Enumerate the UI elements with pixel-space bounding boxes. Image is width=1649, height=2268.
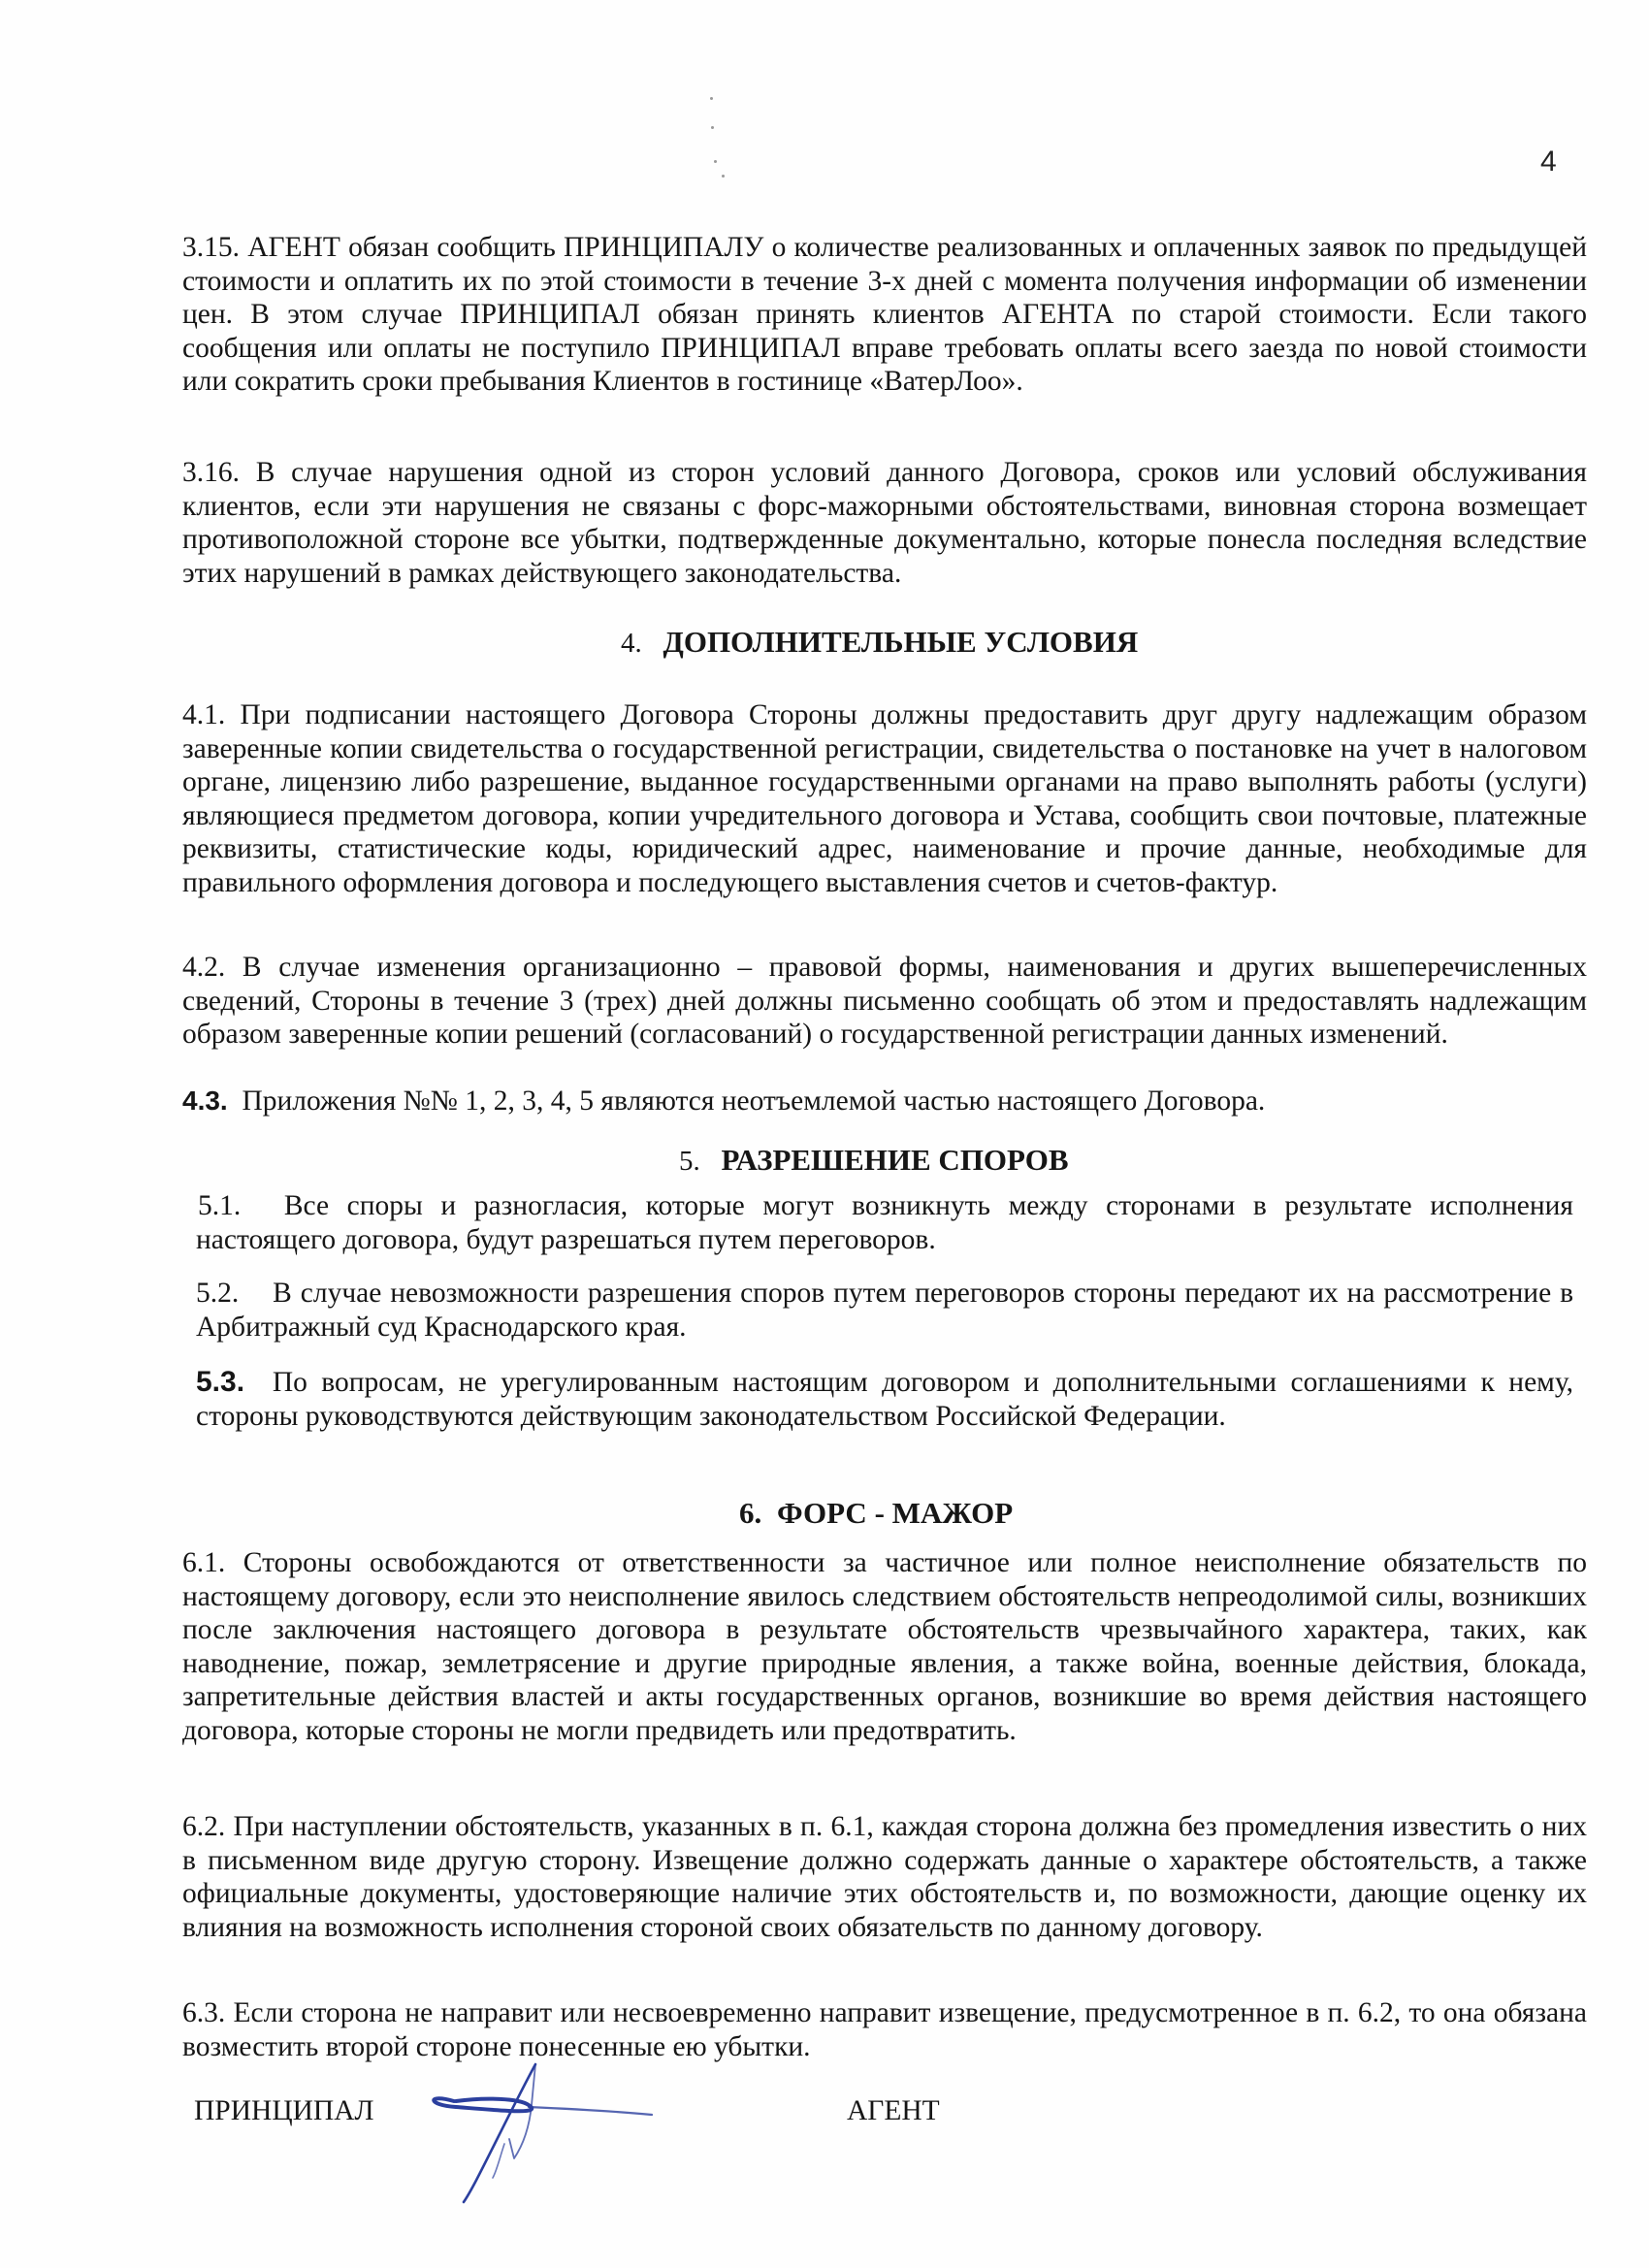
clause-text: В случае изменения организационно – правовой формы, наименования и других вышеперечисленных сведений, Стороны в течение 3 (трех) дней должны письменно сообщать об этом и предоставлять надлежащим образом заверенные копии решений (согласований) о государственной регистрации данных изменений. [182, 952, 1587, 1051]
clause-label: 4.1. [182, 699, 226, 730]
principal-signature-label: ПРИНЦИПАЛ [194, 2095, 374, 2126]
section-number: 5. [679, 1146, 700, 1177]
section-number: 6. [739, 1496, 762, 1530]
clause-text: Все споры и разногласия, которые могут возникнуть между сторонами в результате исполнения настоящего договора, будут разрешаться путем переговоров. [196, 1190, 1574, 1255]
clause-text: По вопросам, не урегулированным настоящим договором и дополнительными соглашениями к нему, стороны руководствуются действующим законодательством Российской Федерации. [196, 1367, 1573, 1432]
clause-text: Приложения №№ 1, 2, 3, 4, 5 являются неотъемлемой частью настоящего Договора. [242, 1085, 1266, 1117]
clause-label: 5.1. [198, 1190, 242, 1221]
clause-text: При подписании настоящего Договора Стороны должны предоставить друг другу надлежащим образом заверенные копии свидетельства о государственной регистрации, свидетельства о постановке на учет в налоговом органе, лицензию либо разрешение, выданное государственными органами на право выполнять работы (услуги) являющиеся предметом договора, копии учредительного договора и Устава, сообщить свои почтовые, платежные реквизиты, статистические коды, юридический адрес, наименование и прочие данные, необходимые для правильного оформления договора и последующего выставления счетов и счетов-фактур. [182, 699, 1588, 898]
agent-signature-label: АГЕНТ [847, 2095, 940, 2126]
section-title: РАЗРЕШЕНИЕ СПОРОВ [721, 1143, 1069, 1177]
section-title: ФОРС - МАЖОР [777, 1496, 1014, 1530]
clause-label: 3.16. [182, 457, 240, 488]
clause-label: 6.2. [182, 1811, 226, 1842]
clause-label: 5.2. [196, 1278, 240, 1309]
clause-label: 4.2. [182, 952, 226, 983]
clause-label: 6.1. [182, 1547, 226, 1578]
clause-label: 6.3. [182, 1997, 226, 2028]
section-number: 4. [621, 628, 642, 659]
clause-label: 3.15. [182, 232, 240, 263]
section-title: ДОПОЛНИТЕЛЬНЫЕ УСЛОВИЯ [663, 625, 1139, 659]
clause-label: 4.3. [182, 1085, 228, 1116]
clause-text: Стороны освобождаются от ответственности за частичное или полное неисполнение обязательств по настоящему договору, если это неисполнение явилось следствием обстоятельств непреодолимой силы, возникших после заключения настоящего договора в результате обстоятельств чрезвычайного характера, таких, как наводнение, пожар, землетрясение и другие природные явления, а также война, военные действия, блокада, запретительные действия властей и акты государственных органов, возникшие во время действия настоящего договора, которые стороны не могли предвидеть или предотвратить. [182, 1547, 1588, 1746]
clause-text: Если сторона не направит или несвоевременно направит извещение, предусмотренное в п. 6.2, то она обязана возместить второй стороне понесенные ею убытки. [182, 1997, 1587, 2062]
clause-text: АГЕНТ обязан сообщить ПРИНЦИПАЛУ о количестве реализованных и оплаченных заявок по предыдущей стоимости и оплатить их по этой стоимости в течение 3-х дней с момента получения информации об изменении цен. В этом случае ПРИНЦИПАЛ обязан принять клиентов АГЕНТА по старой стоимости. Если такого сообщения или оплаты не поступило ПРИНЦИПАЛ вправе требовать оплаты всего заезда по новой стоимости или сократить сроки пребывания Клиентов в гостинице «ВатерЛоо». [182, 232, 1588, 398]
clause-text: В случае невозможности разрешения споров путем переговоров стороны передают их на рассмотрение в Арбитражный суд Краснодарского края. [196, 1278, 1574, 1343]
clause-text: В случае нарушения одной из сторон условий данного Договора, сроков или условий обслуживания клиентов, если эти нарушения не связаны с форс-мажорными обстоятельствами, виновная сторона возмещает противоположной стороне все убытки, подтвержденные документально, которые понесла последняя вследствие этих нарушений в рамках действующего законодательства. [182, 457, 1587, 589]
page-number: 4 [1540, 146, 1557, 178]
clause-label: 5.3. [196, 1366, 245, 1398]
clause-text: При наступлении обстоятельств, указанных в п. 6.1, каждая сторона должна без промедления известить о них в письменном виде другую сторону. Извещение должно содержать данные о характере обстоятельств, а также официальные документы, удостоверяющие наличие этих обстоятельств и, по возможности, дающие оценку их влияния на возможность исполнения стороной своих обязательств по данному договору. [182, 1811, 1588, 1943]
